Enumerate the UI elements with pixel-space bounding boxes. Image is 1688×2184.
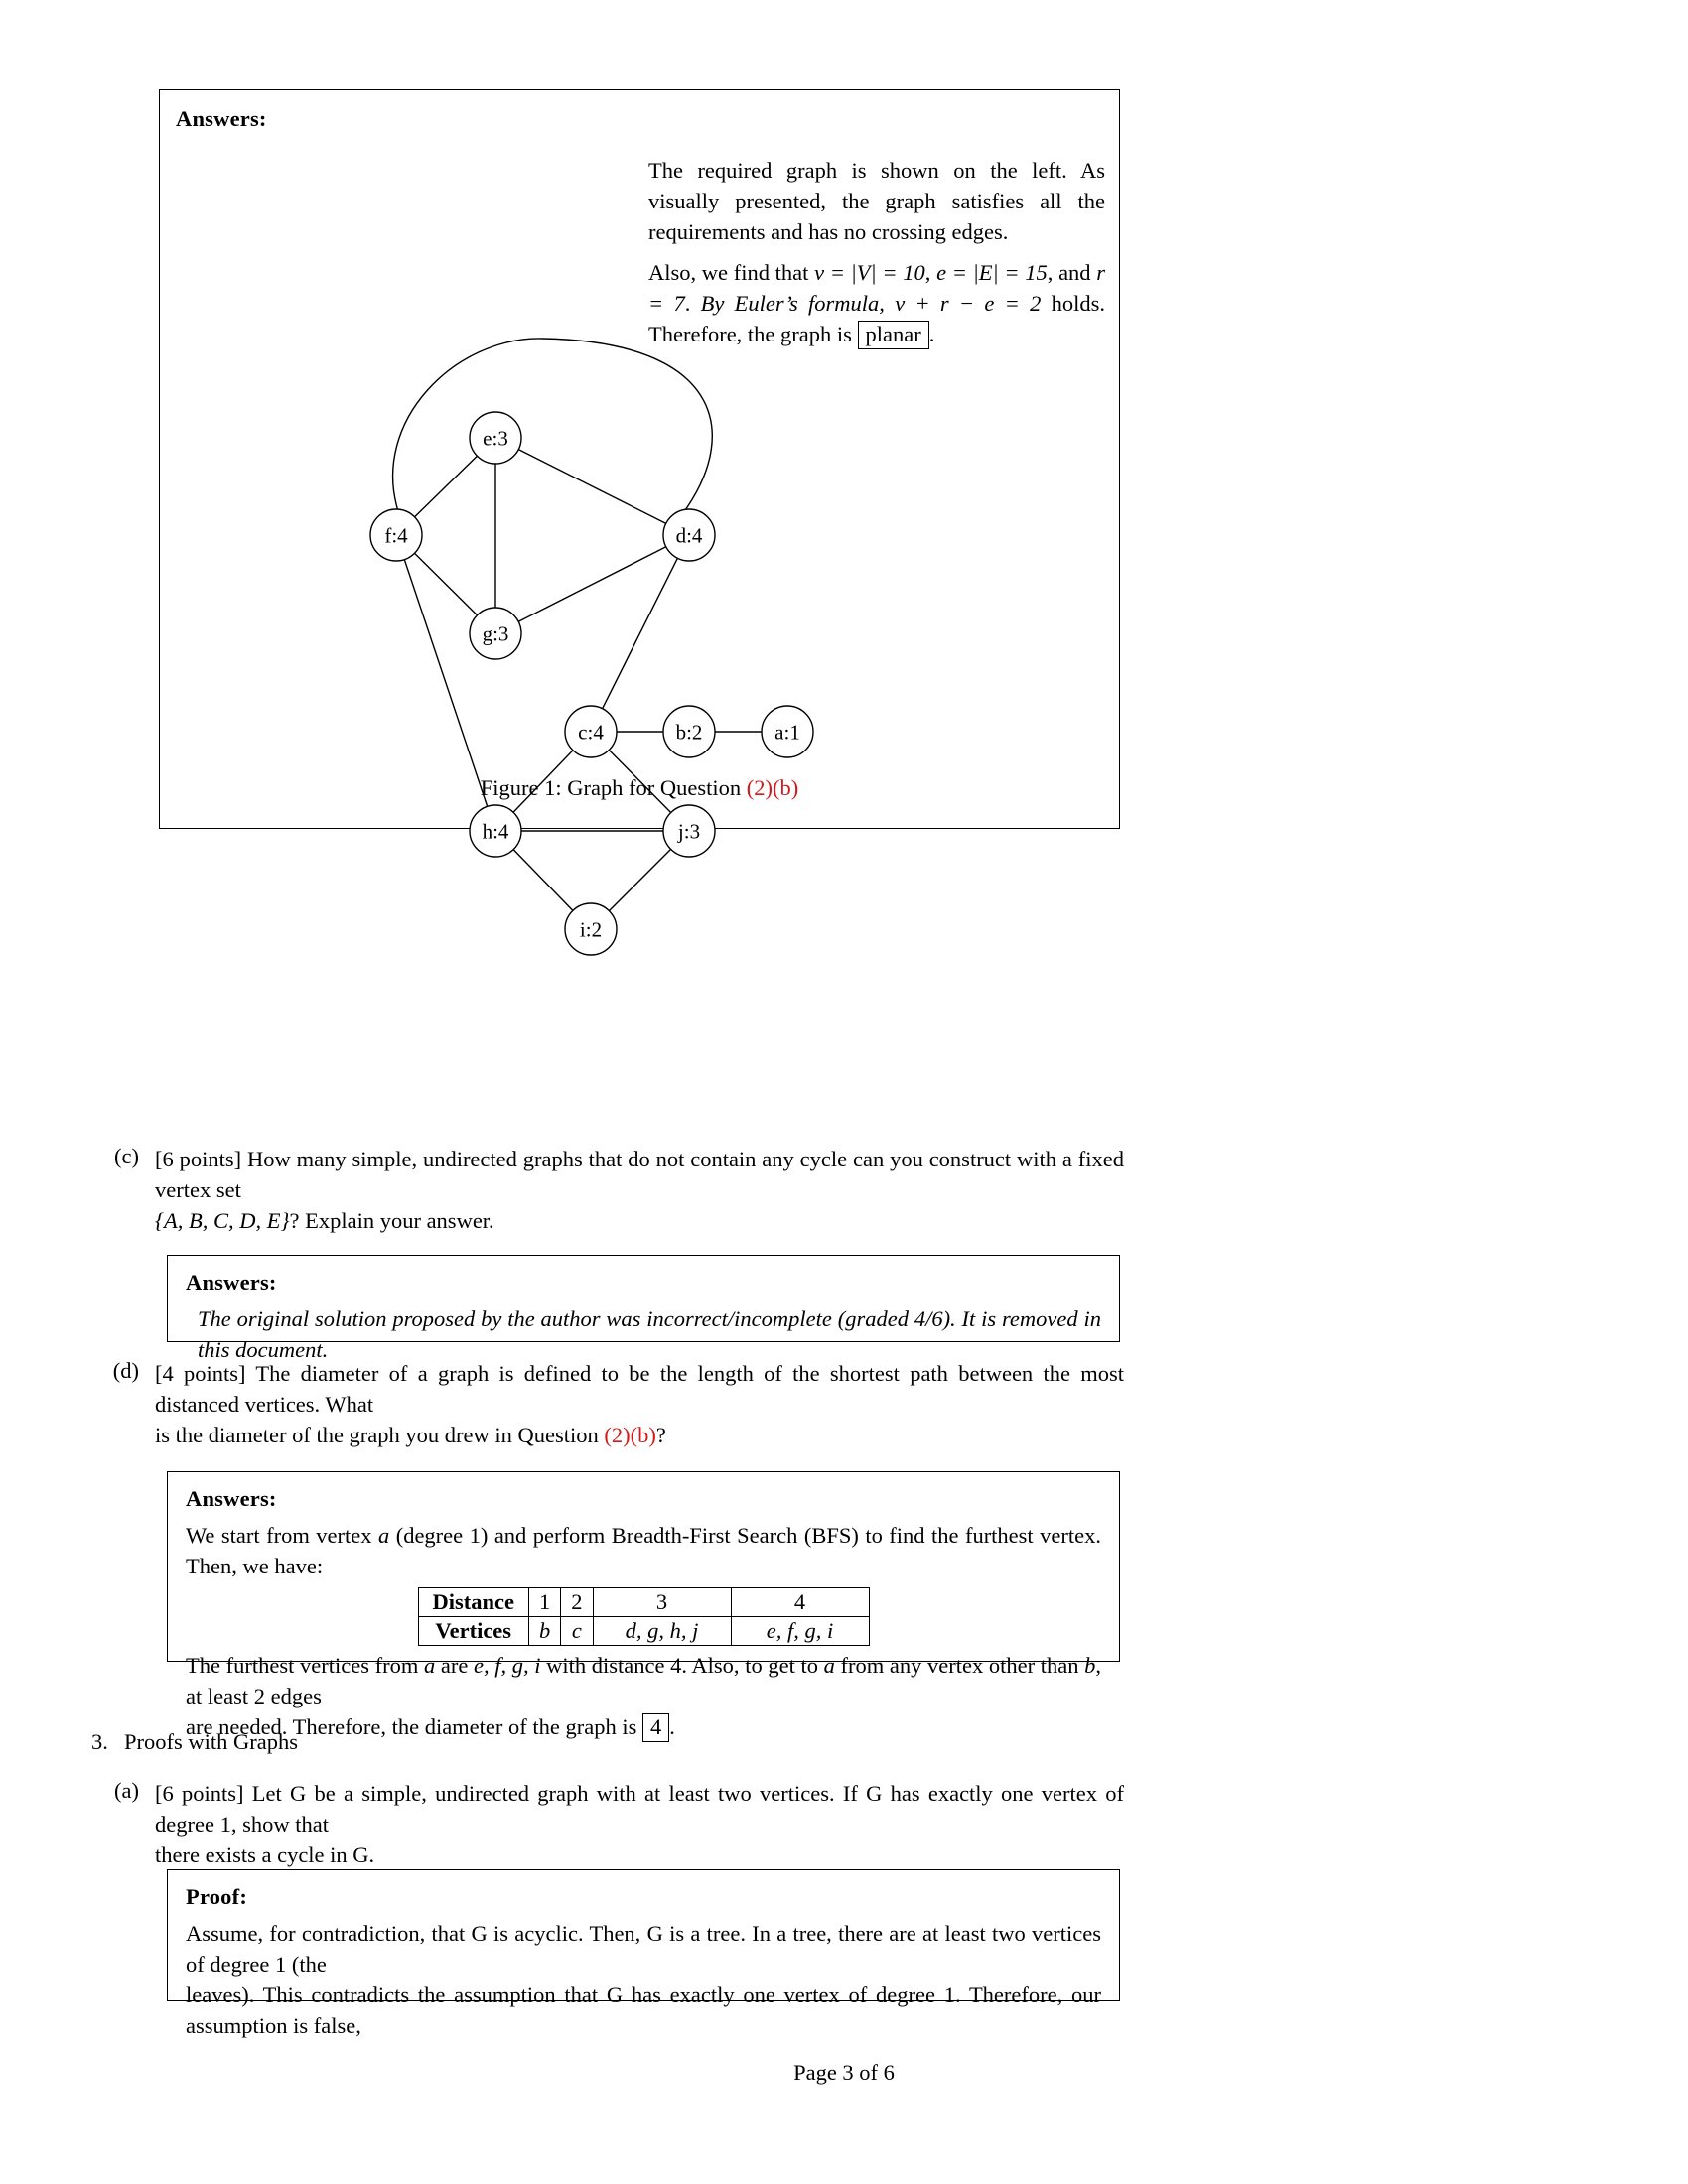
graph-node-label-b: b:2 [675, 720, 703, 745]
question-d-line1: [4 points] The diameter of a graph is defined to be the length of the shortest path between the most distanced vertices. What [155, 1361, 1124, 1417]
answer-c-text: The original solution proposed by the author was incorrect/incomplete (graded 4/6). It is removed in this document. [198, 1306, 1101, 1362]
r-equation: r = 7 [648, 260, 1106, 316]
bfs-table-wrapper [186, 1587, 1101, 1646]
question-d-link-part[interactable]: (b) [630, 1423, 656, 1447]
graph-node-i [565, 903, 617, 955]
distance-cell-4: 4 [731, 1588, 869, 1617]
figure-caption [160, 775, 1119, 801]
graph-node-label-i: i:2 [579, 917, 603, 942]
graph-node-label-e: e:3 [483, 426, 508, 451]
vertices-cell-1: b [529, 1617, 561, 1646]
vertices-cell-2: c [561, 1617, 593, 1646]
answer-d-intro-post: (degree 1) and perform Breadth-First Search (BFS) to find the furthest vertex. Then, we have: [186, 1523, 1101, 1578]
graph-nodes [370, 412, 813, 955]
answer-box-c [167, 1255, 1120, 1362]
graph-edge-d-c [603, 558, 678, 708]
graph-edge-h-i [513, 850, 573, 911]
period-1: . [684, 291, 691, 316]
euler-formula: By Euler’s formula, v + r − e = 2 [700, 291, 1042, 316]
concl-part-4: from any vertex other than [834, 1653, 1085, 1678]
figure-caption-link-question[interactable]: (2) [746, 775, 774, 800]
question-c-line2-rest: ? Explain your answer. [289, 1208, 494, 1233]
comma-1: , [924, 260, 937, 285]
table-row-distance [418, 1588, 869, 1617]
question-d-tag: (d) [112, 1358, 139, 1383]
proof-3a-line1: Assume, for contradiction, that G is acyclic. Then, G is a tree. In a tree, there are at least two vertices of degree 1 (the [186, 1921, 1101, 1977]
answers-label-d: Answers: [186, 1486, 277, 1511]
question-c-line1: [6 points] How many simple, undirected graphs that do not contain any cycle can you construct with a fixed vertex set [155, 1147, 1124, 1202]
concl-part-3: with distance 4. Also, to get to [540, 1653, 824, 1678]
question-d-link-question[interactable]: (2) [604, 1423, 631, 1447]
graph-edge-e-f [415, 456, 478, 517]
euler-tail: holds. Therefore, the graph is [648, 291, 1106, 346]
graph-node-label-j: j:3 [677, 819, 701, 844]
concl-vertex-a: a [423, 1653, 436, 1678]
page-footer: Page 3 of 6 [793, 2060, 895, 2085]
graph-node-b [663, 706, 715, 757]
distance-cell-1: 1 [529, 1588, 561, 1617]
figure-caption-prefix: Figure 1: Graph for Question [480, 775, 747, 800]
period-2: . [928, 322, 935, 346]
answers-label-figure: Answers: [176, 106, 267, 131]
table-row-vertices [418, 1617, 869, 1646]
bfs-distance-table [418, 1587, 870, 1646]
answer-d-intro-var: a [377, 1523, 390, 1548]
figure-caption-link-part[interactable]: (b) [773, 775, 799, 800]
section-3-title: Proofs with Graphs [124, 1729, 298, 1754]
graph-edge-f-h [404, 560, 487, 807]
concl-period: . [669, 1714, 675, 1739]
figure-explanation [648, 155, 1105, 359]
question-3a-text [155, 1778, 1124, 1870]
question-c-text [155, 1144, 1124, 1236]
graph-node-e [470, 412, 521, 464]
answer-d-conclusion [186, 1650, 1101, 1742]
concl-part-6: are needed. Therefore, the diameter of the graph is [186, 1714, 642, 1739]
explanation-paragraph-2 [648, 257, 1105, 349]
graph-edge-f-g [414, 553, 477, 614]
graph-edge-f-d-curved [393, 339, 713, 511]
explanation-paragraph-1: The required graph is shown on the left. As visually presented, the graph satisfies all the requirements and has no crossing edges. [648, 158, 1105, 244]
answers-label-c: Answers: [186, 1270, 277, 1295]
concl-part-1: The furthest vertices from [186, 1653, 424, 1678]
proof-box-3a [167, 1869, 1120, 2038]
vertices-cell-4: e, f, g, i [731, 1617, 869, 1646]
graph-node-a [762, 706, 813, 757]
concl-vertex-b: b [1084, 1653, 1096, 1678]
question-d-text [155, 1358, 1124, 1450]
euler-intro: Also, we find that [648, 260, 815, 285]
graph-edge-j-i [609, 849, 670, 910]
graph-node-label-h: h:4 [482, 819, 509, 844]
v-equation: v = |V| = 10 [814, 260, 925, 285]
and-word: , and [1047, 260, 1097, 285]
graph-edge-e-d [518, 450, 666, 524]
answer-box-d [167, 1471, 1120, 1739]
question-3a-points: [6 points] [155, 1781, 244, 1806]
proof-label-3a: Proof: [186, 1884, 248, 1909]
graph-node-h [470, 805, 521, 857]
question-c-tag: (c) [114, 1144, 139, 1168]
graph-node-label-c: c:4 [578, 720, 604, 745]
proof-3a-line2: leaves). This contradicts the assumption that G has exactly one vertex of degree 1. Therefore, our assumption is false, [186, 1982, 1101, 2038]
distance-cell-3: 3 [593, 1588, 731, 1617]
concl-part-2: are [435, 1653, 474, 1678]
proof-3a-text [186, 1918, 1101, 2041]
answer-box-figure [159, 89, 1120, 942]
vertices-cell-3: d, g, h, j [593, 1617, 731, 1646]
diameter-boxed-answer: 4 [642, 1713, 669, 1742]
e-equation: e = |E| = 15 [936, 260, 1048, 285]
answer-d-intro [186, 1520, 1101, 1581]
graph-node-label-d: d:4 [675, 523, 703, 548]
row-header-distance: Distance [418, 1588, 529, 1617]
question-3a-line2: there exists a cycle in G. [155, 1843, 375, 1867]
distance-cell-2: 2 [561, 1588, 593, 1617]
graph-node-label-a: a:1 [774, 720, 800, 745]
section-3-number: 3. [91, 1729, 108, 1754]
graph-node-j [663, 805, 715, 857]
graph-node-g [470, 608, 521, 659]
graph-node-d [663, 509, 715, 561]
row-header-vertices: Vertices [418, 1617, 529, 1646]
concl-part-5: , at least 2 edges [186, 1653, 1101, 1708]
answer-d-intro-pre: We start from vertex [186, 1523, 378, 1548]
question-3a-tag: (a) [114, 1778, 139, 1803]
question-3a-line1: Let G be a simple, undirected graph with at least two vertices. If G has exactly one vertex of degree 1, show that [155, 1781, 1125, 1837]
concl-vertex-a2: a [823, 1653, 835, 1678]
graph-edge-g-d [518, 547, 666, 621]
graph-node-c [565, 706, 617, 757]
concl-vertex-set: e, f, g, i [473, 1653, 541, 1678]
planar-boxed-answer: planar [858, 321, 929, 349]
question-d-line2-suffix: ? [655, 1423, 666, 1447]
graph-node-label-f: f:4 [384, 523, 408, 548]
graph-node-label-g: g:3 [482, 621, 509, 646]
graph-node-f [370, 509, 422, 561]
question-c-vertex-set: {A, B, C, D, E} [155, 1208, 290, 1233]
question-d-line2-prefix: is the diameter of the graph you drew in Question [155, 1423, 605, 1447]
